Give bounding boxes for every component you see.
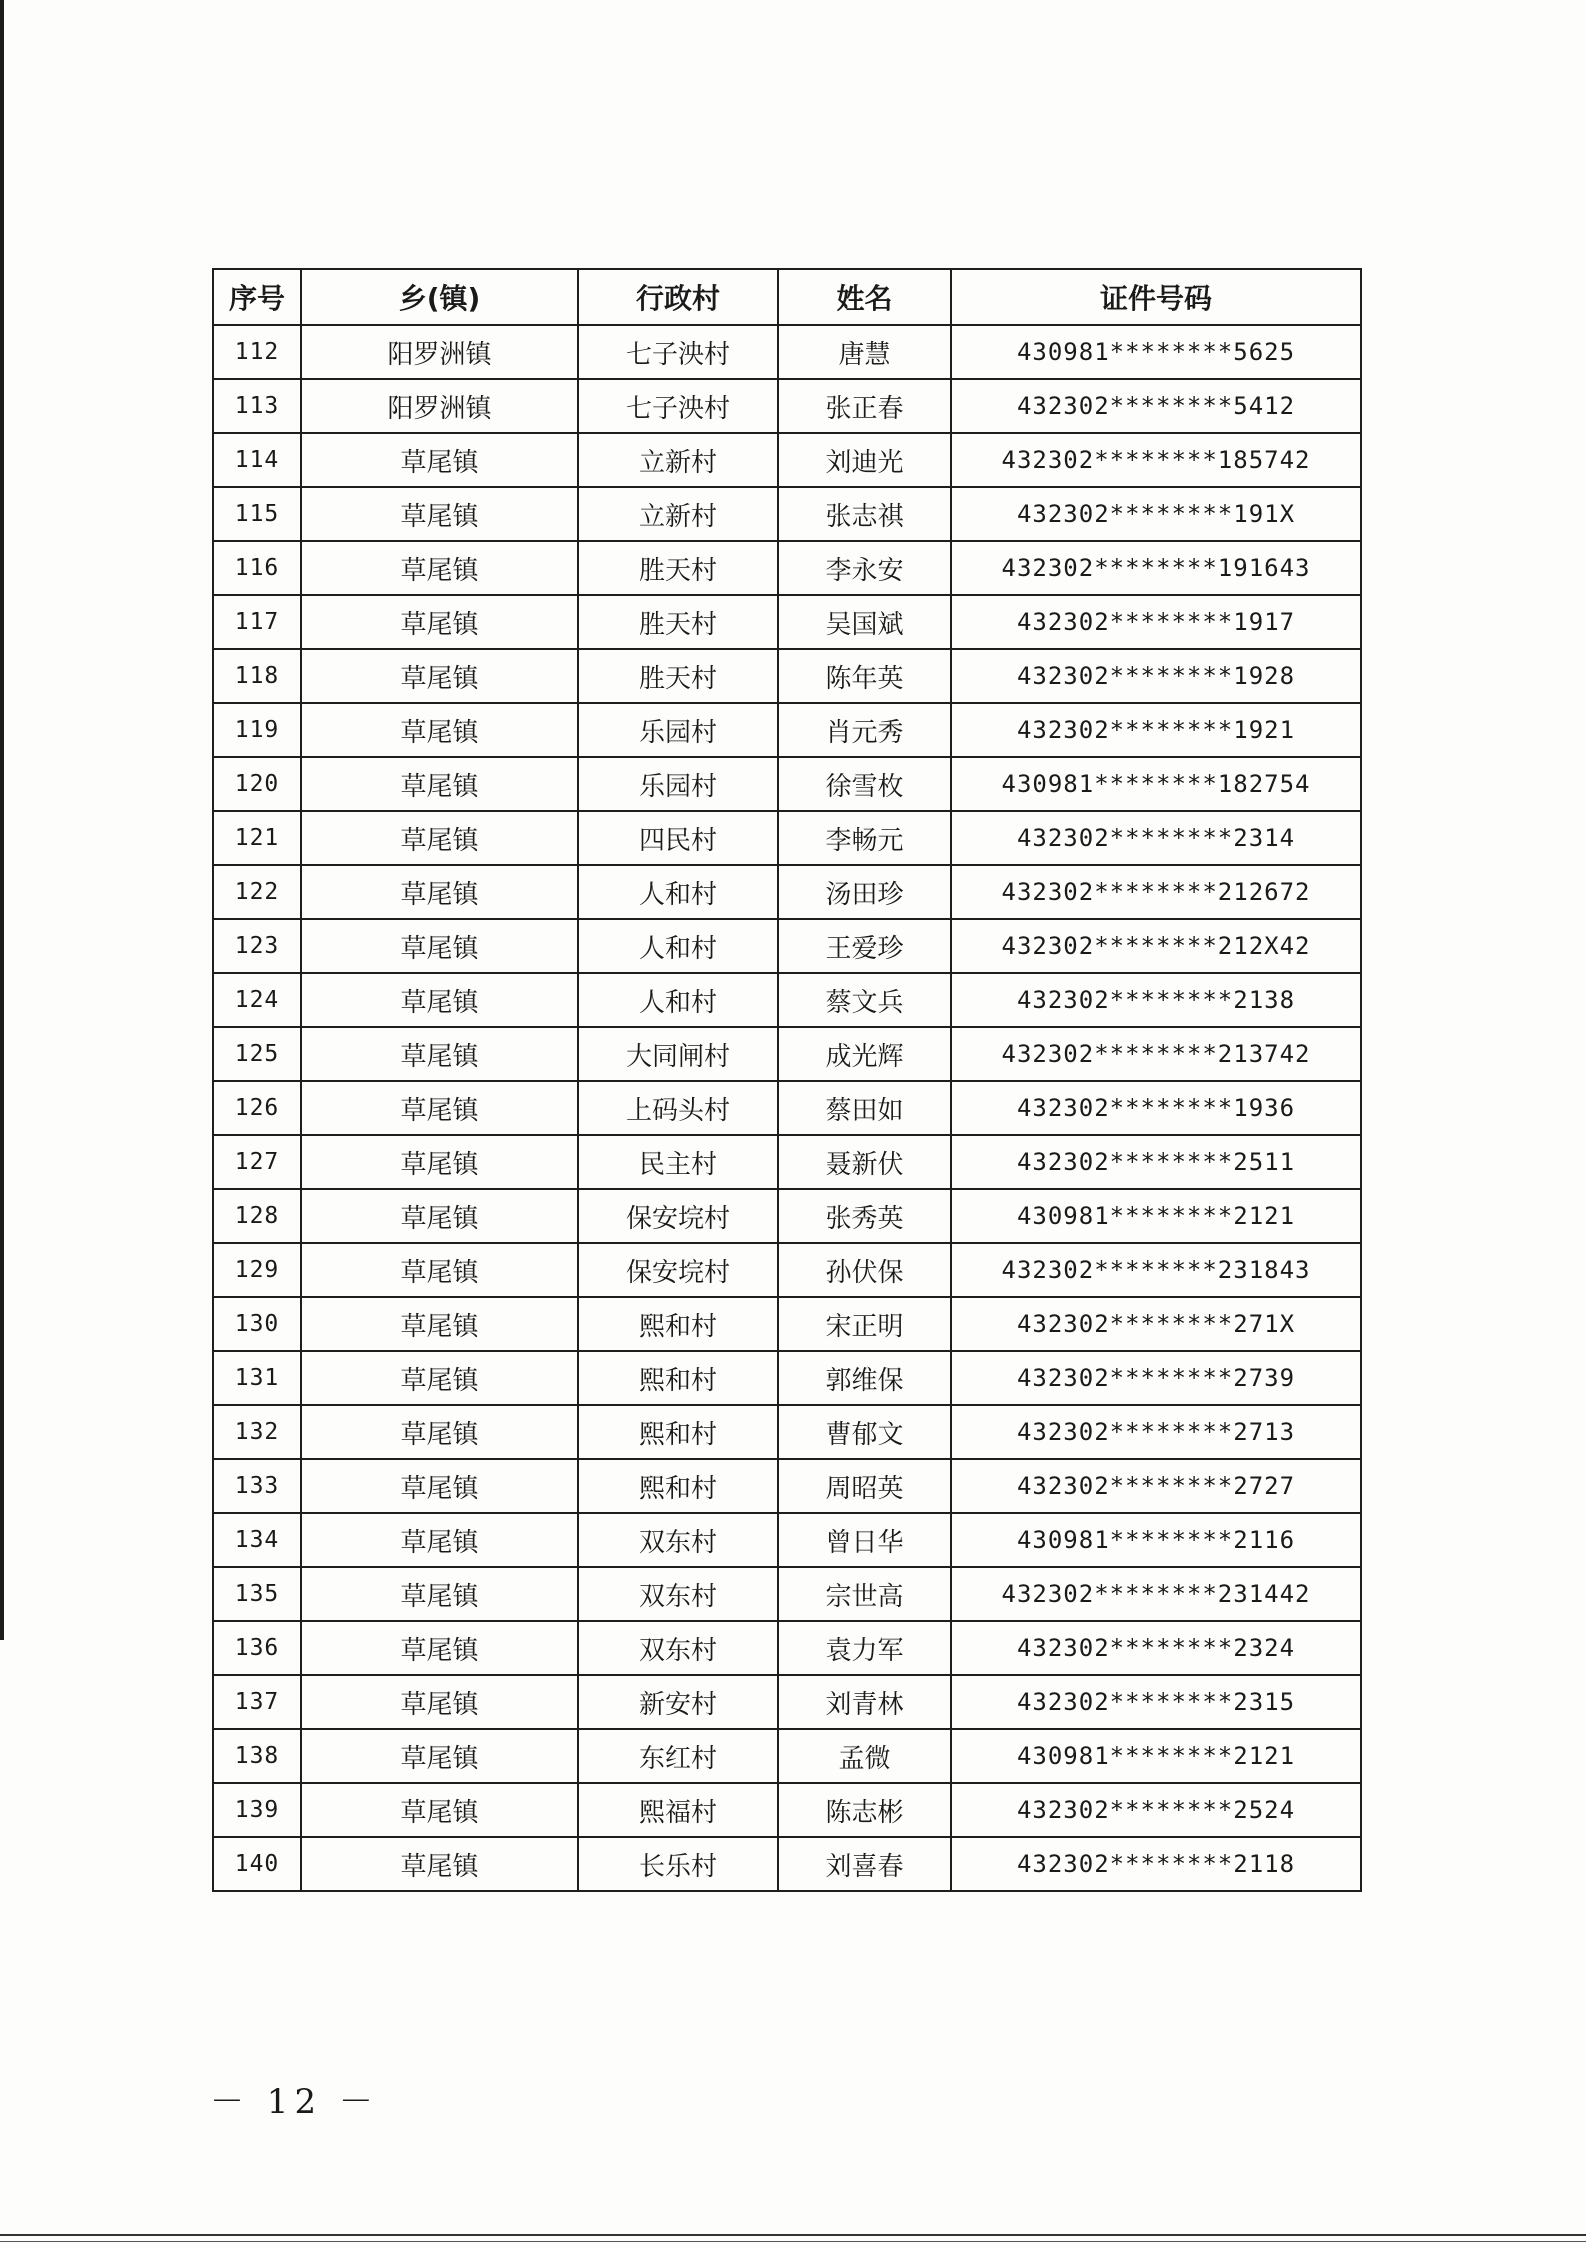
cell-id-number: 432302********1936: [951, 1081, 1361, 1135]
cell-name: 刘青林: [778, 1675, 951, 1729]
cell-id-number: 432302********2524: [951, 1783, 1361, 1837]
cell-serial-number: 136: [213, 1621, 301, 1675]
table-row: [213, 1189, 1361, 1243]
header-village: 行政村: [578, 269, 778, 325]
cell-village: 人和村: [578, 865, 778, 919]
cell-serial-number: 129: [213, 1243, 301, 1297]
cell-serial-number: 128: [213, 1189, 301, 1243]
cell-name: 张正春: [778, 379, 951, 433]
table-row: [213, 757, 1361, 811]
cell-town: 阳罗洲镇: [301, 379, 578, 433]
table-row: [213, 1135, 1361, 1189]
cell-village: 新安村: [578, 1675, 778, 1729]
cell-village: 熙和村: [578, 1297, 778, 1351]
cell-name: 宗世高: [778, 1567, 951, 1621]
table-header: [213, 269, 1361, 325]
cell-id-number: 430981********5625: [951, 325, 1361, 379]
cell-name: 孟微: [778, 1729, 951, 1783]
cell-serial-number: 119: [213, 703, 301, 757]
cell-town: 草尾镇: [301, 1081, 578, 1135]
cell-serial-number: 120: [213, 757, 301, 811]
table-row: [213, 811, 1361, 865]
cell-village: 七子泱村: [578, 325, 778, 379]
cell-town: 草尾镇: [301, 1567, 578, 1621]
cell-village: 立新村: [578, 487, 778, 541]
cell-id-number: 432302********185742: [951, 433, 1361, 487]
cell-serial-number: 126: [213, 1081, 301, 1135]
table-row: [213, 919, 1361, 973]
cell-town: 草尾镇: [301, 1135, 578, 1189]
cell-name: 李畅元: [778, 811, 951, 865]
cell-village: 东红村: [578, 1729, 778, 1783]
cell-village: 双东村: [578, 1621, 778, 1675]
cell-id-number: 432302********191643: [951, 541, 1361, 595]
cell-village: 大同闸村: [578, 1027, 778, 1081]
cell-village: 乐园村: [578, 703, 778, 757]
cell-village: 熙和村: [578, 1459, 778, 1513]
cell-town: 草尾镇: [301, 1783, 578, 1837]
cell-name: 聂新伏: [778, 1135, 951, 1189]
table-row: [213, 1621, 1361, 1675]
table-row: [213, 703, 1361, 757]
cell-town: 草尾镇: [301, 1459, 578, 1513]
cell-name: 陈年英: [778, 649, 951, 703]
cell-name: 汤田珍: [778, 865, 951, 919]
cell-id-number: 432302********1921: [951, 703, 1361, 757]
cell-town: 草尾镇: [301, 1513, 578, 1567]
cell-serial-number: 131: [213, 1351, 301, 1405]
cell-town: 草尾镇: [301, 1351, 578, 1405]
cell-serial-number: 134: [213, 1513, 301, 1567]
cell-id-number: 432302********231442: [951, 1567, 1361, 1621]
cell-village: 胜天村: [578, 541, 778, 595]
cell-id-number: 432302********191X: [951, 487, 1361, 541]
table-body: [213, 325, 1361, 1891]
cell-town: 草尾镇: [301, 703, 578, 757]
cell-id-number: 432302********2315: [951, 1675, 1361, 1729]
cell-id-number: 432302********213742: [951, 1027, 1361, 1081]
cell-town: 草尾镇: [301, 487, 578, 541]
cell-village: 民主村: [578, 1135, 778, 1189]
cell-town: 草尾镇: [301, 1621, 578, 1675]
cell-id-number: 432302********2138: [951, 973, 1361, 1027]
cell-name: 刘喜春: [778, 1837, 951, 1891]
cell-id-number: 432302********2511: [951, 1135, 1361, 1189]
cell-id-number: 432302********231843: [951, 1243, 1361, 1297]
header-town: 乡(镇): [301, 269, 578, 325]
cell-village: 乐园村: [578, 757, 778, 811]
header-row: [213, 269, 1361, 325]
cell-serial-number: 115: [213, 487, 301, 541]
cell-town: 草尾镇: [301, 1297, 578, 1351]
scan-left-edge: [0, 0, 4, 1640]
table-row: [213, 487, 1361, 541]
cell-serial-number: 122: [213, 865, 301, 919]
table-row: [213, 1081, 1361, 1135]
cell-town: 草尾镇: [301, 433, 578, 487]
cell-name: 郭维保: [778, 1351, 951, 1405]
cell-town: 草尾镇: [301, 757, 578, 811]
table-row: [213, 325, 1361, 379]
table-row: [213, 1027, 1361, 1081]
cell-name: 徐雪枚: [778, 757, 951, 811]
cell-village: 人和村: [578, 973, 778, 1027]
table-row: [213, 1513, 1361, 1567]
cell-id-number: 432302********2324: [951, 1621, 1361, 1675]
cell-village: 双东村: [578, 1567, 778, 1621]
cell-id-number: 432302********2739: [951, 1351, 1361, 1405]
cell-serial-number: 132: [213, 1405, 301, 1459]
cell-village: 胜天村: [578, 595, 778, 649]
cell-village: 熙福村: [578, 1783, 778, 1837]
cell-serial-number: 118: [213, 649, 301, 703]
table-row: [213, 1567, 1361, 1621]
cell-town: 草尾镇: [301, 1729, 578, 1783]
cell-serial-number: 123: [213, 919, 301, 973]
cell-name: 周昭英: [778, 1459, 951, 1513]
cell-serial-number: 124: [213, 973, 301, 1027]
cell-town: 阳罗洲镇: [301, 325, 578, 379]
cell-town: 草尾镇: [301, 649, 578, 703]
table-row: [213, 865, 1361, 919]
cell-id-number: 432302********2314: [951, 811, 1361, 865]
cell-town: 草尾镇: [301, 595, 578, 649]
cell-serial-number: 116: [213, 541, 301, 595]
cell-village: 长乐村: [578, 1837, 778, 1891]
cell-name: 肖元秀: [778, 703, 951, 757]
page-number: － 12 －: [210, 2082, 379, 2122]
roster-table: [212, 268, 1362, 1892]
cell-name: 袁力军: [778, 1621, 951, 1675]
cell-village: 双东村: [578, 1513, 778, 1567]
bottom-rule: [0, 2234, 1586, 2236]
table-row: [213, 1783, 1361, 1837]
cell-town: 草尾镇: [301, 865, 578, 919]
cell-serial-number: 137: [213, 1675, 301, 1729]
cell-name: 吴国斌: [778, 595, 951, 649]
cell-village: 四民村: [578, 811, 778, 865]
cell-serial-number: 135: [213, 1567, 301, 1621]
cell-serial-number: 138: [213, 1729, 301, 1783]
cell-village: 熙和村: [578, 1351, 778, 1405]
cell-village: 保安垸村: [578, 1243, 778, 1297]
cell-town: 草尾镇: [301, 973, 578, 1027]
cell-name: 王爱珍: [778, 919, 951, 973]
cell-name: 张志祺: [778, 487, 951, 541]
cell-serial-number: 140: [213, 1837, 301, 1891]
header-serial-number: 序号: [213, 269, 301, 325]
cell-serial-number: 121: [213, 811, 301, 865]
cell-serial-number: 139: [213, 1783, 301, 1837]
table-row: [213, 1729, 1361, 1783]
cell-town: 草尾镇: [301, 811, 578, 865]
cell-town: 草尾镇: [301, 1189, 578, 1243]
table-row: [213, 649, 1361, 703]
header-name: 姓名: [778, 269, 951, 325]
table-row: [213, 379, 1361, 433]
cell-id-number: 432302********1917: [951, 595, 1361, 649]
table-row: [213, 541, 1361, 595]
cell-name: 唐慧: [778, 325, 951, 379]
cell-id-number: 432302********5412: [951, 379, 1361, 433]
cell-id-number: 432302********2118: [951, 1837, 1361, 1891]
cell-serial-number: 127: [213, 1135, 301, 1189]
cell-id-number: 432302********2713: [951, 1405, 1361, 1459]
table-row: [213, 1459, 1361, 1513]
cell-town: 草尾镇: [301, 1243, 578, 1297]
cell-name: 曹郁文: [778, 1405, 951, 1459]
cell-town: 草尾镇: [301, 1837, 578, 1891]
cell-village: 人和村: [578, 919, 778, 973]
cell-name: 成光辉: [778, 1027, 951, 1081]
cell-id-number: 430981********182754: [951, 757, 1361, 811]
cell-village: 上码头村: [578, 1081, 778, 1135]
table-row: [213, 1297, 1361, 1351]
table-row: [213, 1351, 1361, 1405]
cell-name: 蔡文兵: [778, 973, 951, 1027]
cell-id-number: 432302********212672: [951, 865, 1361, 919]
cell-serial-number: 117: [213, 595, 301, 649]
cell-serial-number: 133: [213, 1459, 301, 1513]
cell-serial-number: 130: [213, 1297, 301, 1351]
cell-town: 草尾镇: [301, 1405, 578, 1459]
cell-name: 宋正明: [778, 1297, 951, 1351]
table-row: [213, 973, 1361, 1027]
cell-name: 刘迪光: [778, 433, 951, 487]
cell-id-number: 430981********2116: [951, 1513, 1361, 1567]
table-row: [213, 433, 1361, 487]
cell-name: 蔡田如: [778, 1081, 951, 1135]
cell-town: 草尾镇: [301, 541, 578, 595]
cell-town: 草尾镇: [301, 919, 578, 973]
table-row: [213, 1405, 1361, 1459]
bottom-rule-secondary: [0, 2241, 1586, 2242]
cell-name: 陈志彬: [778, 1783, 951, 1837]
cell-id-number: 432302********1928: [951, 649, 1361, 703]
cell-serial-number: 125: [213, 1027, 301, 1081]
cell-serial-number: 112: [213, 325, 301, 379]
table-row: [213, 1243, 1361, 1297]
cell-name: 曾日华: [778, 1513, 951, 1567]
cell-village: 七子泱村: [578, 379, 778, 433]
cell-id-number: 432302********212X42: [951, 919, 1361, 973]
header-id-number: 证件号码: [951, 269, 1361, 325]
cell-id-number: 432302********2727: [951, 1459, 1361, 1513]
cell-town: 草尾镇: [301, 1027, 578, 1081]
cell-id-number: 430981********2121: [951, 1189, 1361, 1243]
cell-village: 立新村: [578, 433, 778, 487]
cell-serial-number: 113: [213, 379, 301, 433]
table-row: [213, 595, 1361, 649]
cell-id-number: 430981********2121: [951, 1729, 1361, 1783]
cell-town: 草尾镇: [301, 1675, 578, 1729]
cell-name: 孙伏保: [778, 1243, 951, 1297]
cell-village: 保安垸村: [578, 1189, 778, 1243]
cell-village: 胜天村: [578, 649, 778, 703]
cell-id-number: 432302********271X: [951, 1297, 1361, 1351]
cell-serial-number: 114: [213, 433, 301, 487]
table-row: [213, 1675, 1361, 1729]
cell-name: 张秀英: [778, 1189, 951, 1243]
cell-name: 李永安: [778, 541, 951, 595]
table-row: [213, 1837, 1361, 1891]
cell-village: 熙和村: [578, 1405, 778, 1459]
